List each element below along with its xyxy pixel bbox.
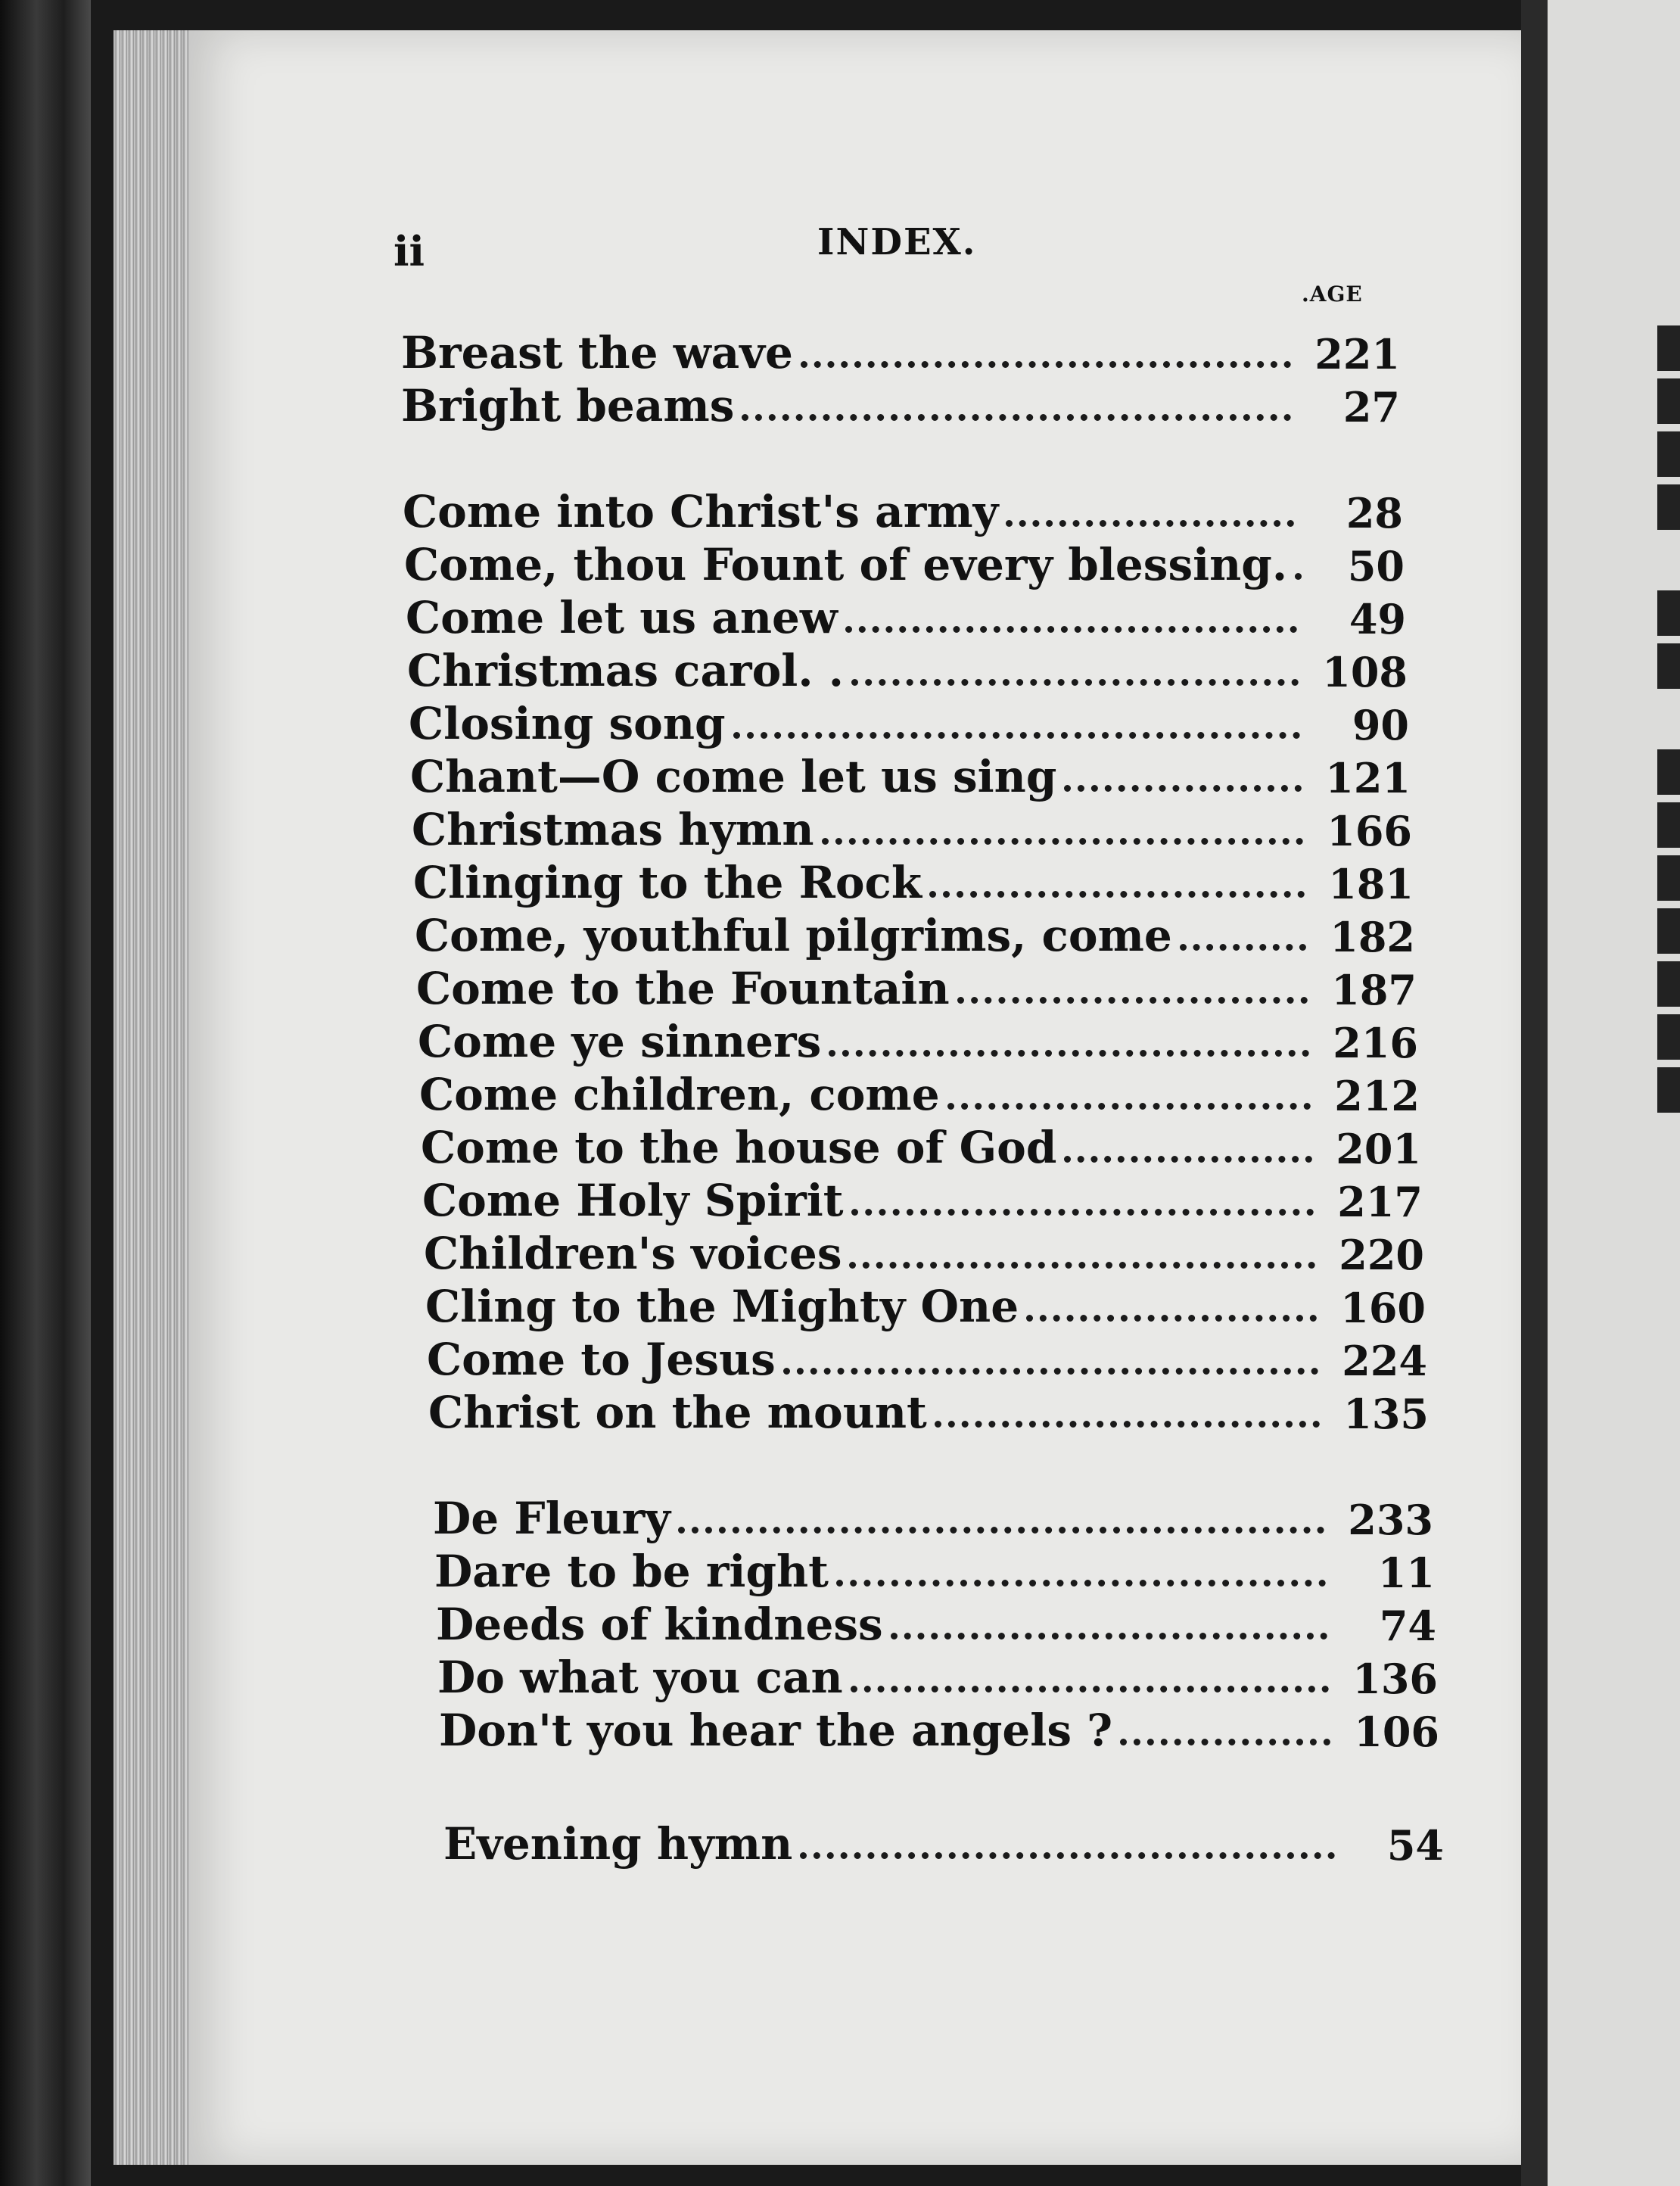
index-entry: [416, 961, 1417, 1014]
entry-page-number: 27: [1342, 383, 1400, 431]
dot-leader: [849, 1262, 1315, 1269]
index-entry: [418, 1014, 1418, 1067]
entry-title: Bright beams: [401, 380, 735, 431]
dot-leader: [801, 361, 1291, 368]
entry-page-number: 11: [1377, 1549, 1435, 1597]
page-column-label: .AGE: [1302, 282, 1363, 307]
entry-page-number: 74: [1379, 1602, 1436, 1650]
index-entry: [422, 1173, 1423, 1226]
dot-leader: [957, 997, 1308, 1004]
entry-page-number: 108: [1322, 648, 1408, 696]
entry-page-number: 135: [1343, 1390, 1429, 1438]
entry-title: Christmas hymn: [412, 804, 814, 855]
entry-page-number: 90: [1352, 701, 1409, 749]
dot-leader: [1180, 944, 1306, 951]
index-entry: [413, 855, 1414, 908]
index-entry: [419, 1067, 1420, 1120]
page-folio: ii: [394, 227, 425, 276]
entry-title: Come let us anew: [406, 592, 838, 643]
index-entry: [425, 1279, 1426, 1332]
index-entry: [415, 908, 1415, 961]
index-entry: [427, 1332, 1427, 1385]
entry-page-number: 216: [1333, 1019, 1418, 1067]
entry-title: Come children, come: [419, 1069, 940, 1120]
dot-leader: [1026, 1315, 1317, 1322]
dot-leader: [1295, 573, 1296, 580]
entry-page-number: 187: [1331, 966, 1417, 1014]
entry-title: Cling to the Mighty One: [425, 1281, 1019, 1332]
dot-leader: [783, 1368, 1318, 1375]
dot-leader: [822, 838, 1303, 845]
entry-title: Come, thou Fount of every blessing.: [404, 539, 1288, 590]
entry-page-number: 121: [1325, 754, 1411, 802]
dot-leader: [947, 1103, 1311, 1110]
index-entry: [403, 484, 1403, 537]
entry-title: Children's voices: [424, 1228, 842, 1279]
dot-leader: [851, 1209, 1314, 1216]
dot-leader: [845, 626, 1297, 633]
entry-title: Deeds of kindness: [436, 1599, 883, 1650]
entry-page-number: 28: [1346, 489, 1403, 537]
dot-leader: [678, 1527, 1324, 1534]
entry-title: Breast the wave: [401, 327, 793, 378]
entry-title: Dare to be right: [434, 1546, 829, 1597]
index-entry: [412, 802, 1412, 855]
index-entry: [434, 1544, 1435, 1597]
index-entry: [401, 378, 1400, 431]
entry-title: Christmas carol. .: [407, 645, 844, 696]
entry-page-number: 160: [1340, 1284, 1426, 1332]
index-entry: [421, 1120, 1421, 1173]
entry-title: Don't you hear the angels ?: [439, 1705, 1113, 1756]
entry-title: Come ye sinners: [418, 1016, 822, 1067]
index-entry: [406, 590, 1406, 643]
entry-title: Come to the Fountain: [416, 963, 950, 1014]
entry-title: Come into Christ's army: [403, 486, 999, 537]
entry-page-number: 106: [1354, 1708, 1439, 1756]
dot-leader: [1120, 1739, 1330, 1745]
entry-page-number: 50: [1347, 542, 1405, 590]
dot-leader: [800, 1852, 1335, 1859]
index-entry: [410, 749, 1411, 802]
index-entry: [433, 1491, 1433, 1544]
entry-page-number: 233: [1348, 1496, 1433, 1544]
entry-title: Come, youthful pilgrims, come: [415, 910, 1172, 961]
entry-page-number: 212: [1334, 1072, 1420, 1120]
entry-title: Do what you can: [437, 1652, 843, 1703]
dot-leader: [1064, 1156, 1312, 1163]
index-entry: [424, 1226, 1424, 1279]
entry-title: Christ on the mount: [428, 1387, 927, 1438]
entry-title: Chant—O come let us sing: [410, 751, 1057, 802]
index-entry: [407, 643, 1408, 696]
entry-title: Evening hymn: [443, 1818, 793, 1870]
entry-page-number: 49: [1349, 595, 1406, 643]
index-entry: [428, 1385, 1429, 1438]
index-entry: [436, 1597, 1436, 1650]
entry-page-number: 220: [1339, 1231, 1424, 1279]
index-entry: [401, 325, 1400, 378]
dot-leader: [935, 1421, 1320, 1428]
dot-leader: [1006, 520, 1294, 527]
entry-page-number: 182: [1330, 913, 1415, 961]
entry-title: Come to the house of God: [421, 1122, 1057, 1173]
entry-page-number: 217: [1337, 1178, 1423, 1226]
index-entry: [409, 696, 1409, 749]
entry-page-number: 54: [1386, 1821, 1444, 1870]
index-entry: [404, 537, 1405, 590]
entry-title: Closing song: [409, 698, 726, 749]
entry-page-number: 136: [1352, 1655, 1438, 1703]
entry-page-number: 201: [1336, 1125, 1421, 1173]
entry-title: De Fleury: [433, 1493, 670, 1544]
index-entry: [437, 1650, 1438, 1703]
index-entry: [443, 1817, 1444, 1870]
page-title: INDEX.: [817, 221, 977, 263]
entry-page-number: 221: [1314, 330, 1400, 378]
dot-leader: [1064, 785, 1302, 792]
dot-leader: [733, 732, 1300, 739]
entry-page-number: 224: [1342, 1337, 1427, 1385]
entry-title: Come Holy Spirit: [422, 1175, 844, 1226]
dot-leader: [891, 1633, 1327, 1640]
entry-page-number: 166: [1327, 807, 1412, 855]
dot-leader: [836, 1580, 1326, 1587]
dot-leader: [851, 679, 1299, 686]
entry-title: Come to Jesus: [427, 1334, 776, 1385]
entry-title: Clinging to the Rock: [413, 857, 922, 908]
dot-leader: [929, 891, 1305, 898]
dot-leader: [742, 414, 1291, 421]
dot-leader: [829, 1050, 1309, 1057]
entry-page-number: 181: [1328, 860, 1414, 908]
index-entry: [439, 1703, 1439, 1756]
dot-leader: [851, 1686, 1329, 1692]
